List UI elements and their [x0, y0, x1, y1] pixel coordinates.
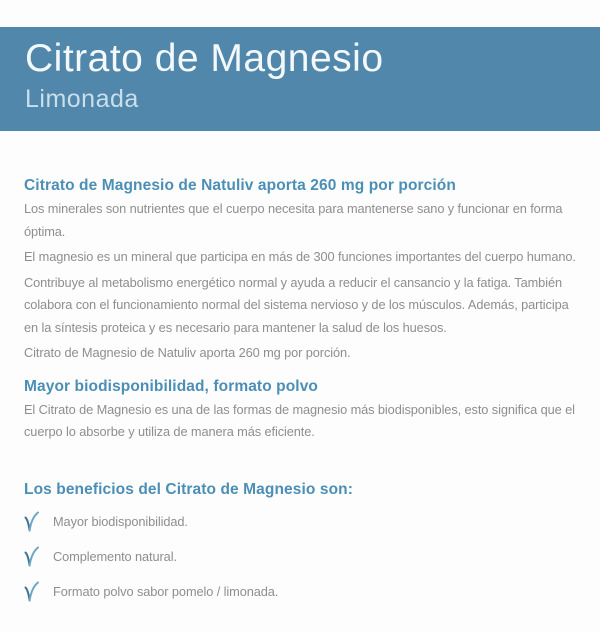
section-beneficios — [24, 481, 578, 603]
section-aporte-heading: Citrato de Magnesio de Natuliv aporta 260 mg por porción — [24, 177, 456, 194]
section-biodisponibilidad-heading: Mayor biodisponibilidad, formato polvo — [24, 377, 318, 395]
section-biodisponibilidad — [24, 378, 578, 444]
product-title: Citrato de Magnesio — [25, 37, 384, 80]
product-content — [0, 177, 600, 603]
section-aporte — [24, 177, 578, 365]
paragraph-magnesio-funciones: El magnesio es un mineral que participa en más de 300 funciones importantes del cuerpo humano. — [24, 249, 576, 264]
section-beneficios-heading: Los beneficios del Citrato de Magnesio son: — [24, 480, 353, 498]
benefit-item — [24, 581, 578, 603]
product-info-page — [0, 27, 600, 603]
paragraph-contribuye: Contribuye al metabolismo energético normal y ayuda a reducir el cansancio y la fatiga. También colabora con el funcionamiento normal del sistema nervioso y de los músculos. Además, participa en la síntesis proteica y es necesario para mantener la salud de los huesos. — [24, 274, 569, 335]
check-icon — [24, 581, 40, 603]
benefit-label: Complemento natural. — [53, 549, 177, 564]
benefit-item — [24, 546, 578, 568]
paragraph-minerales: Los minerales son nutrientes que el cuerpo necesita para mantenerse sano y funcionar en forma óptima. — [24, 201, 563, 239]
check-icon — [24, 546, 40, 568]
benefits-list — [24, 511, 578, 603]
paragraph-aporte-porcion: Citrato de Magnesio de Natuliv aporta 260 mg por porción. — [24, 345, 351, 360]
check-icon — [24, 511, 40, 533]
benefit-item — [24, 511, 578, 533]
benefit-label: Mayor biodisponibilidad. — [53, 514, 188, 529]
product-flavor-subtitle: Limonada — [25, 85, 139, 113]
product-banner — [0, 27, 600, 131]
paragraph-biodisponibilidad: El Citrato de Magnesio es una de las formas de magnesio más biodisponibles, esto significa que el cuerpo lo absorbe y utiliza de manera más eficiente. — [24, 401, 575, 439]
benefit-label: Formato polvo sabor pomelo / limonada. — [53, 584, 279, 599]
